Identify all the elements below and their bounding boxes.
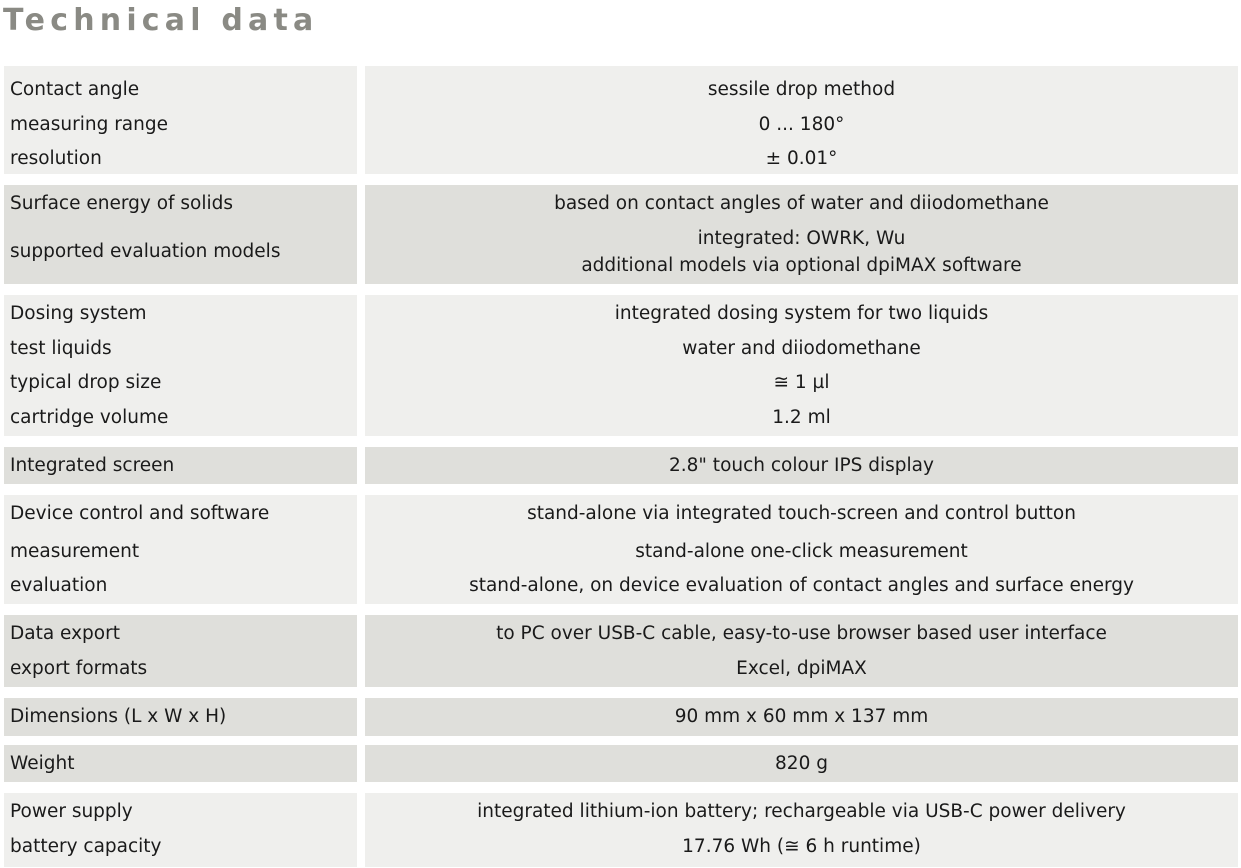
page-title: Technical data — [3, 3, 319, 38]
spec-value: 90 mm x 60 mm x 137 mm — [674, 706, 929, 727]
dosing-system-value-cell — [365, 295, 1238, 436]
contact-angle-label-cell — [4, 66, 357, 174]
spec-value: integrated dosing system for two liquids — [614, 303, 989, 324]
spec-heading: Power supply — [10, 801, 133, 822]
spec-value: to PC over USB-C cable, easy-to-use browser based user interface — [496, 623, 1107, 644]
spec-value: additional models via optional dpiMAX software — [581, 255, 1022, 276]
spec-value: 2.8" touch colour IPS display — [669, 455, 934, 476]
power-supply-value-cell — [365, 793, 1238, 867]
spec-value: integrated lithium-ion battery; rechargeable via USB-C power delivery — [477, 801, 1126, 822]
spec-value: stand-alone one-click measurement — [635, 541, 968, 562]
spec-heading: Integrated screen — [10, 455, 175, 476]
spec-label: evaluation — [10, 575, 108, 596]
spec-value: based on contact angles of water and diiodomethane — [554, 193, 1049, 214]
surface-energy-of-solids-label-cell — [4, 185, 357, 284]
data-export-label-cell — [4, 615, 357, 687]
spec-heading: Contact angle — [10, 79, 140, 100]
spec-value: 820 g — [775, 753, 828, 774]
data-export-value-cell — [365, 615, 1238, 687]
spec-value: stand-alone via integrated touch-screen and control button — [527, 503, 1076, 524]
dosing-system-label-cell — [4, 295, 357, 436]
spec-heading: Weight — [10, 753, 75, 774]
spec-label: measuring range — [10, 114, 168, 135]
spec-value: stand-alone, on device evaluation of contact angles and surface energy — [469, 575, 1134, 596]
spec-heading: Device control and software — [10, 503, 270, 524]
spec-heading: Surface energy of solids — [10, 193, 234, 214]
spec-label: cartridge volume — [10, 407, 169, 428]
spec-value: integrated: OWRK, Wu — [697, 228, 906, 249]
spec-label: supported evaluation models — [10, 241, 281, 262]
spec-value: 0 ... 180° — [758, 114, 845, 135]
contact-angle-value-cell — [365, 66, 1238, 174]
spec-label: typical drop size — [10, 372, 162, 393]
spec-value: sessile drop method — [707, 79, 896, 100]
device-control-and-software-value-cell — [365, 495, 1238, 604]
spec-value: ± 0.01° — [765, 148, 838, 169]
spec-heading: Dimensions (L x W x H) — [10, 706, 227, 727]
spec-value: ≅ 1 µl — [773, 372, 830, 393]
spec-heading: Data export — [10, 623, 120, 644]
spec-label: test liquids — [10, 338, 112, 359]
integrated-screen-label-cell — [4, 447, 357, 484]
power-supply-label-cell — [4, 793, 357, 867]
spec-label: measurement — [10, 541, 140, 562]
spec-label: export formats — [10, 658, 148, 679]
weight-label-cell — [4, 745, 357, 782]
integrated-screen-value-cell — [365, 447, 1238, 484]
dimensions-l-x-w-x-h-value-cell — [365, 698, 1238, 736]
device-control-and-software-label-cell — [4, 495, 357, 604]
spec-value: 17.76 Wh (≅ 6 h runtime) — [682, 836, 921, 857]
spec-value: water and diiodomethane — [682, 338, 921, 359]
weight-value-cell — [365, 745, 1238, 782]
surface-energy-of-solids-value-cell — [365, 185, 1238, 284]
spec-label: battery capacity — [10, 836, 162, 857]
dimensions-l-x-w-x-h-label-cell — [4, 698, 357, 736]
spec-value: Excel, dpiMAX — [736, 658, 867, 679]
spec-label: resolution — [10, 148, 102, 169]
spec-heading: Dosing system — [10, 303, 147, 324]
spec-value: 1.2 ml — [772, 407, 831, 428]
